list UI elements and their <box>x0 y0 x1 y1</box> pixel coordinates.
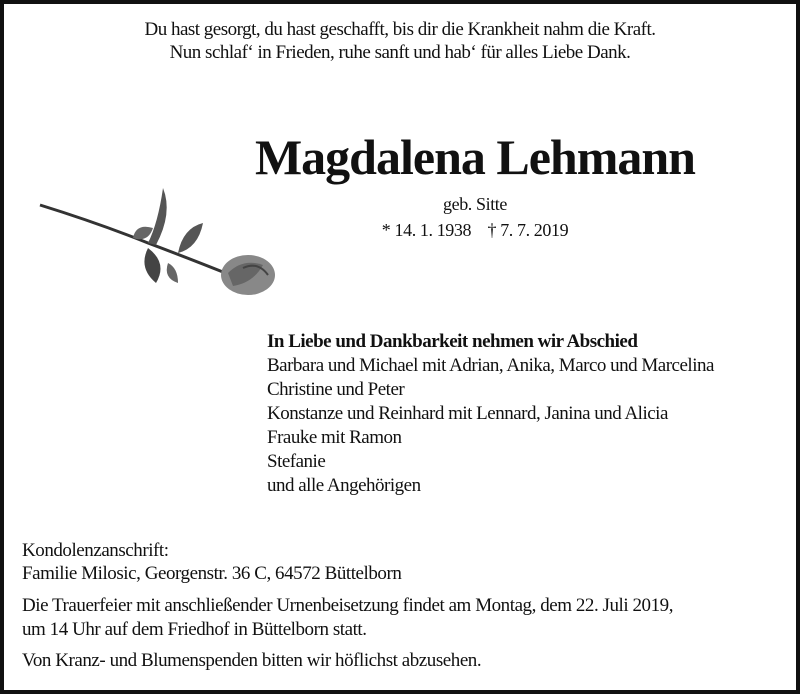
condolence-label: Kondolenzanschrift: <box>22 540 169 561</box>
rose-image <box>38 183 278 303</box>
mourners-block <box>267 330 714 498</box>
mourner-line: und alle Angehörigen <box>267 475 421 496</box>
birth-name: geb. Sitte <box>443 194 507 214</box>
mourner-line: Christine und Peter <box>267 379 405 400</box>
verse-line-2: Nun schlaf‘ in Frieden, ruhe sanft und hab‘ für alles Liebe Dank. <box>169 42 631 63</box>
deceased-name: Magdalena Lehmann <box>254 129 695 185</box>
mourner-line: Frauke mit Ramon <box>267 427 402 448</box>
flowers-note: Von Kranz- und Blumenspenden bitten wir höflichst abzusehen. <box>22 650 482 671</box>
mourners-heading: In Liebe und Dankbarkeit nehmen wir Abschied <box>267 331 638 352</box>
verse-line-1: Du hast gesorgt, du hast geschafft, bis dir die Krankheit nahm die Kraft. <box>144 19 656 40</box>
condolence-address: Familie Milosic, Georgenstr. 36 C, 64572 Büttelborn <box>22 563 402 584</box>
mourner-line: Konstanze und Reinhard mit Lennard, Janina und Alicia <box>267 403 668 424</box>
life-dates: * 14. 1. 1938 † 7. 7. 2019 <box>381 220 569 240</box>
mourner-line: Barbara und Michael mit Adrian, Anika, Marco und Marcelina <box>267 355 714 376</box>
funeral-line-1: Die Trauerfeier mit anschließender Urnenbeisetzung findet am Montag, dem 22. Juli 2019, <box>22 595 674 616</box>
funeral-line-2: um 14 Uhr auf dem Friedhof in Büttelborn statt. <box>22 619 367 640</box>
mourner-line: Stefanie <box>267 451 326 472</box>
